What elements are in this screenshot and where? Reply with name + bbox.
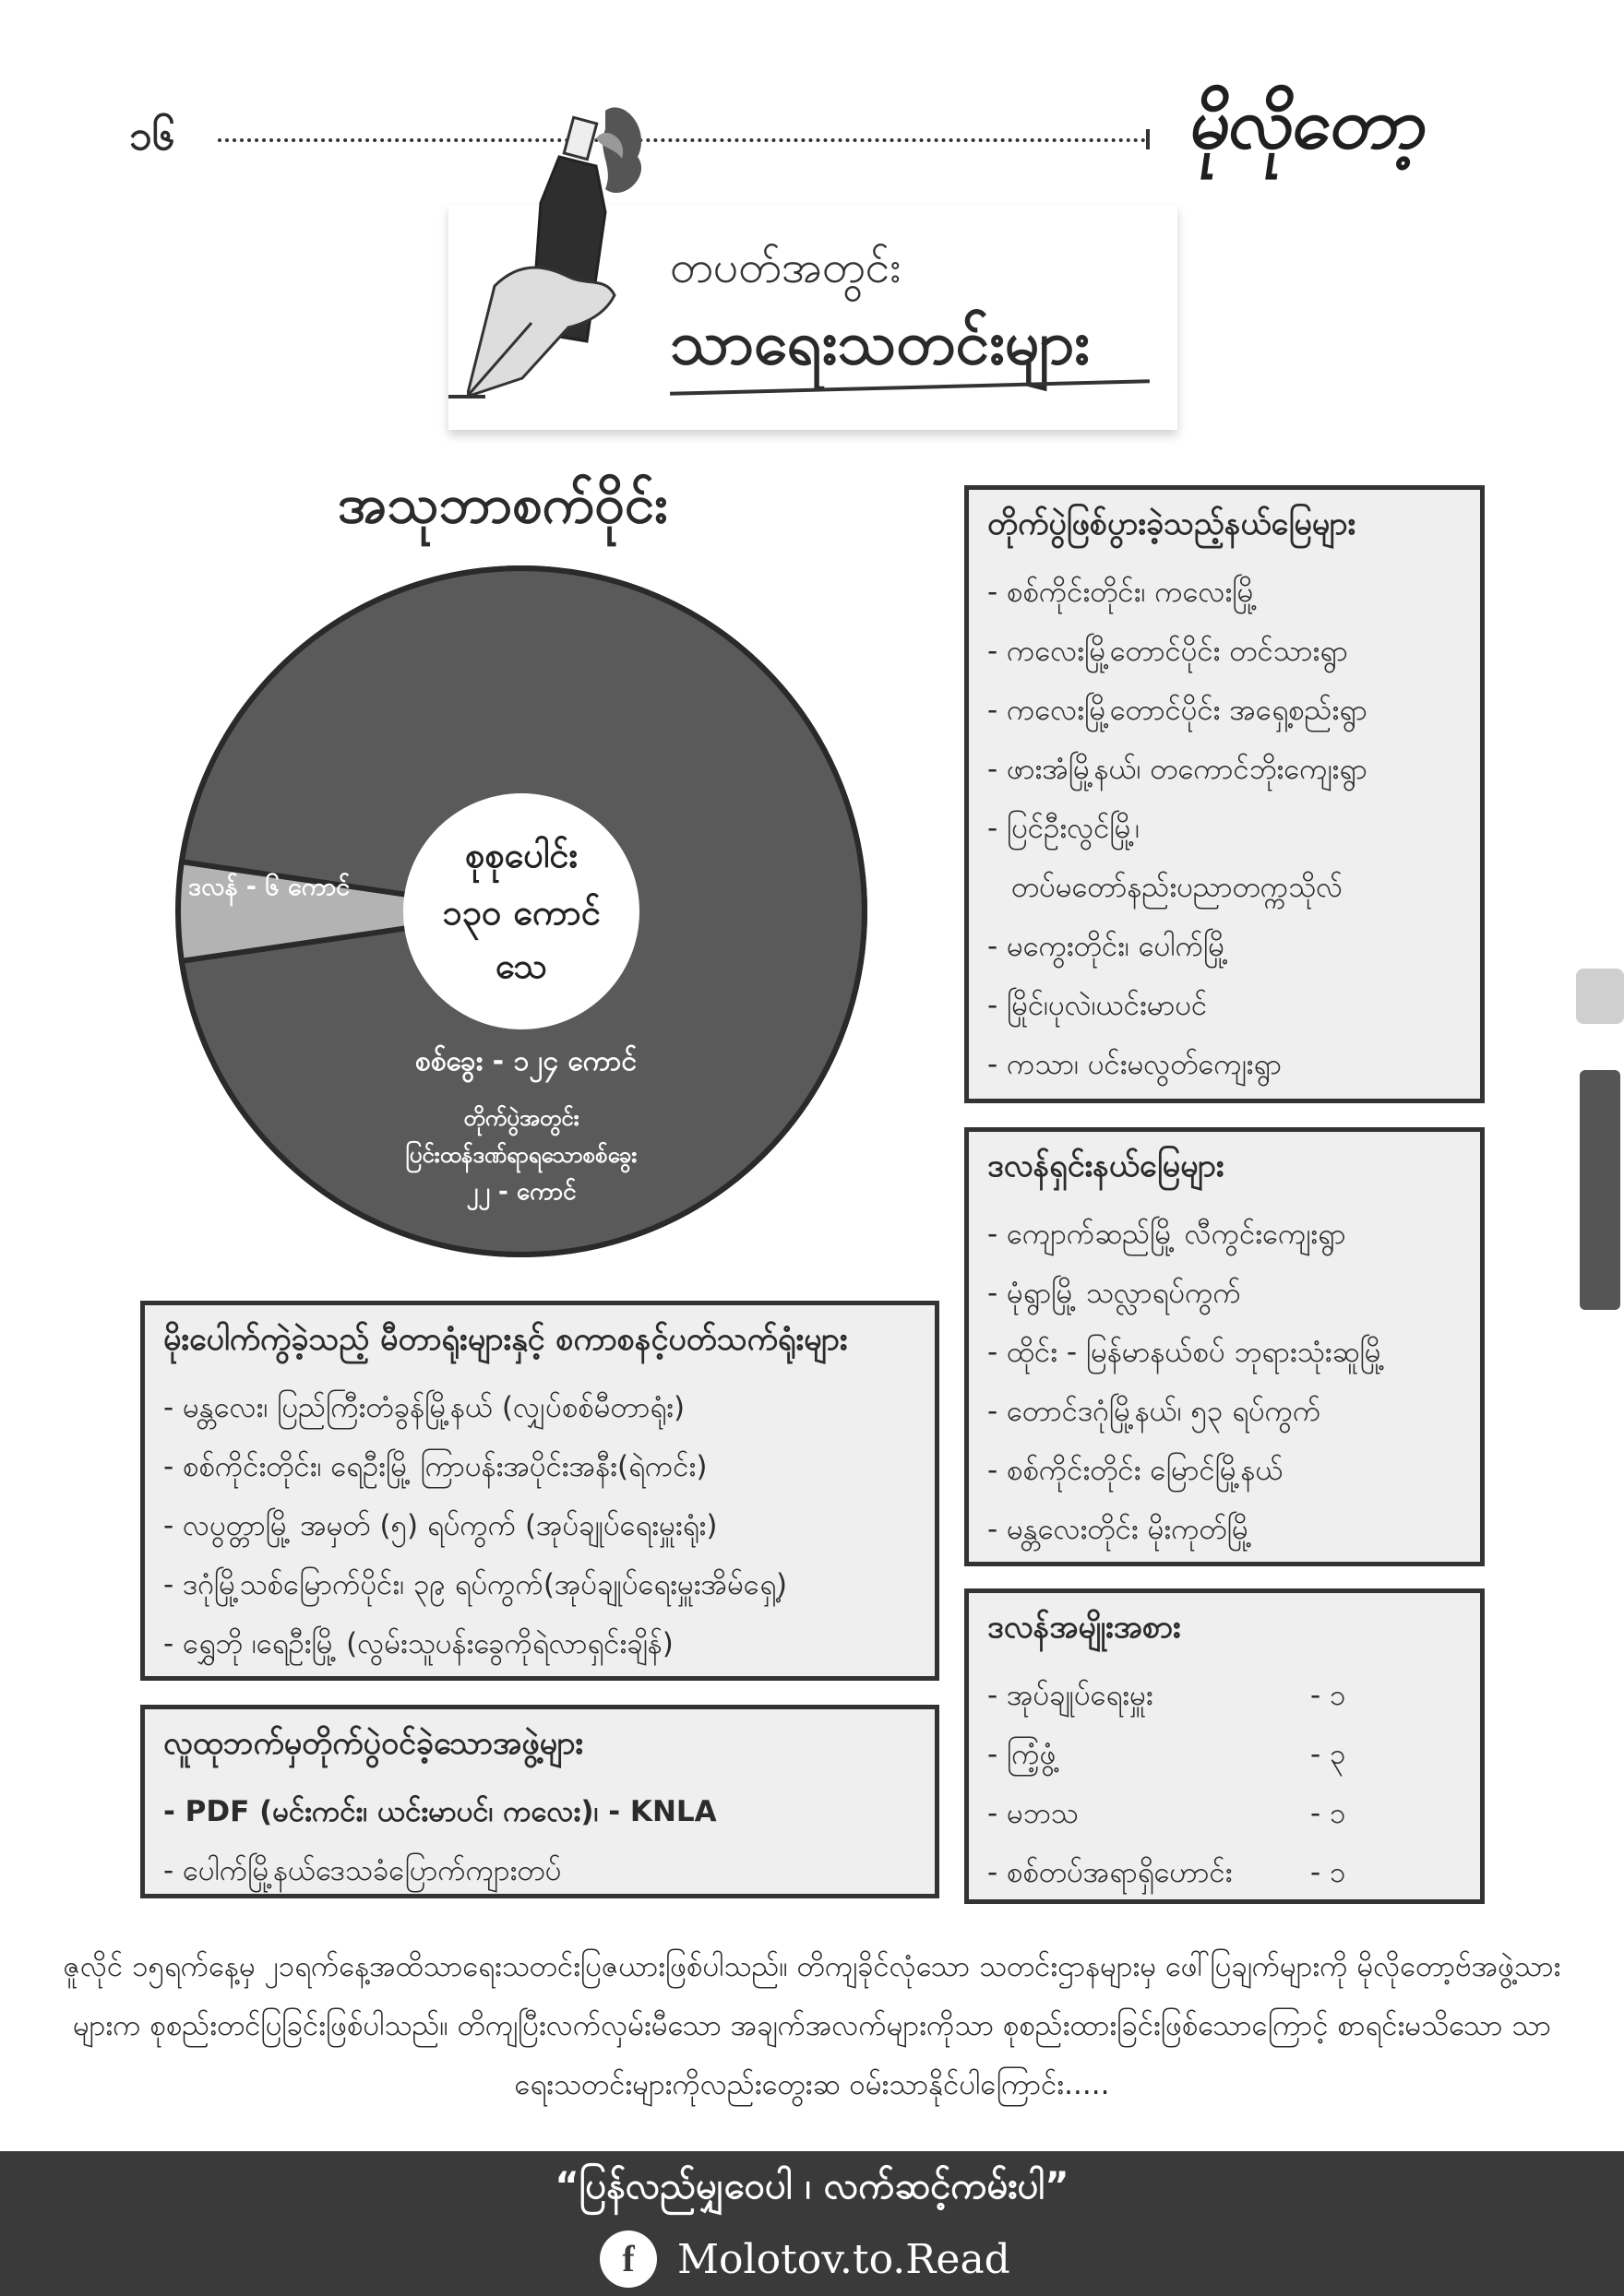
- title-underline-left: [448, 395, 485, 399]
- footer-slogan: “ပြန်လည်မျှဝေပါ ၊ လက်ဆင့်ကမ်းပါ”: [555, 2165, 1069, 2207]
- pie-center-label-total: စုစုပေါင်း: [464, 835, 579, 875]
- type-count: - ၁: [1310, 1797, 1346, 1830]
- facebook-icon: f: [600, 2231, 657, 2288]
- list-item: - လပွတ္တာမြို့ အမှတ် (၅) ရပ်ကွက် (အုပ်ချုပ်ရေးမှူးရုံး): [163, 1509, 718, 1542]
- list-item: - မုံရွာမြို့ သလ္လာရပ်ကွက်: [987, 1277, 1241, 1310]
- pie-slice-label-soldiers: စစ်ခွေး - ၁၂၄ ကောင်: [414, 1045, 638, 1077]
- title-sub: တပတ်အတွင်း: [670, 242, 902, 293]
- dalan-type-title: ဒလန်အမျိုးအစား: [987, 1609, 1181, 1646]
- list-item: - ပြင်ဦးလွင်မြို့၊: [987, 812, 1140, 845]
- list-item: - ဖားအံမြို့နယ်၊ တကောင်ဘိုးကျေးရွာ: [987, 753, 1367, 786]
- list-item: - ရွှေဘို ၊ရေဦးမြို့ (လွမ်းသူပန်းခွေကိုရဲလာရှင်းချိန်): [163, 1627, 674, 1660]
- pie-center-label-dead: သေ: [496, 946, 547, 986]
- table-row: [987, 1843, 1462, 1902]
- list-item: - ကသာ၊ ပင်းမလွတ်ကျေးရွာ: [987, 1048, 1283, 1081]
- type-count: - ၁: [1310, 1679, 1346, 1712]
- list-item: - ကျောက်ဆည်မြို့ လီကွင်းကျေးရွာ: [987, 1218, 1346, 1251]
- list-item: - စစ်ကိုင်းတိုင်း မြောင်မြို့နယ်: [987, 1454, 1284, 1487]
- list-item: - ထိုင်း - မြန်မာနယ်စပ် ဘုရားသုံးဆူမြို့: [987, 1336, 1386, 1369]
- shelled-box-title: မိုးပေါက်ကွဲခဲ့သည့် မီတာရုံးများနှင့် စကာစနင့်ပတ်သက်ရုံးများ: [163, 1321, 848, 1358]
- table-row: [987, 1666, 1462, 1725]
- shelled-offices-box: [140, 1301, 939, 1681]
- facebook-handle: Molotov.to.Read: [677, 2235, 1010, 2283]
- pie-annotation-line3: ၂၂ - ကောင်: [466, 1178, 577, 1206]
- type-label: - စစ်တပ်အရာရှိဟောင်း: [987, 1856, 1233, 1889]
- list-item: - တောင်ဒဂုံမြို့နယ်၊ ၅၃ ရပ်ကွက်: [987, 1395, 1321, 1428]
- pie-chart: [166, 553, 886, 1273]
- list-item: - ပေါက်မြို့နယ်ဒေသခံပြောက်ကျားတပ်: [163, 1854, 562, 1887]
- page-number: ၁၆: [129, 113, 175, 160]
- type-count: - ၁: [1310, 1856, 1346, 1889]
- dalan-locations-box: [964, 1127, 1485, 1566]
- list-item: - စစ်ကိုင်းတိုင်း၊ ကလေးမြို့: [987, 576, 1259, 609]
- list-item: - PDF (မင်းကင်း၊ ယင်းမာပင်၊ ကလေး)၊ - KNLA: [163, 1795, 717, 1828]
- type-label: - အုပ်ချုပ်ရေးမှူး: [987, 1679, 1153, 1712]
- list-item: - မန္တလေး၊ ပြည်ကြီးတံခွန်မြို့နယ် (လျှပ်စစ်မီတာရုံး): [163, 1391, 686, 1424]
- pie-center-label-count: ၁၃၀ ကောင်: [442, 892, 601, 933]
- dalan-box-title: ဒလန်ရှင်းနယ်မြေများ: [987, 1148, 1224, 1184]
- list-item: - မန္တလေးတိုင်း မိုးကုတ်မြို့: [987, 1513, 1253, 1546]
- pie-annotation-line2: ပြင်းထန်ဒဏ်ရာရသောစစ်ခွေး: [405, 1142, 638, 1168]
- list-item: တပ်မတော်နည်းပညာတက္ကသိုလ်: [1011, 871, 1343, 904]
- list-item: - မြိုင်၊ပုလဲ၊ယင်းမာပင်: [987, 989, 1208, 1022]
- list-item: - ဒဂုံမြို့သစ်မြောက်ပိုင်း၊ ၃၉ ရပ်ကွက်(အုပ်ချုပ်ရေးမှူးအိမ်ရှေ့): [163, 1568, 788, 1601]
- table-row: [987, 1784, 1462, 1843]
- resistance-forces-box: [140, 1705, 939, 1898]
- type-label: - မဘသ: [987, 1797, 1079, 1830]
- pie-slice-label-dalan: ဒလန် - ၆ ကောင်: [188, 873, 351, 901]
- list-item: - စစ်ကိုင်းတိုင်း၊ ရေဦးမြို့ ကြာပန်းအပိုင်းအနီး(ရဲကင်း): [163, 1450, 708, 1483]
- list-item: - ကလေးမြို့တောင်ပိုင်း အရှေ့စည်းရွာ: [987, 694, 1367, 727]
- type-label: - ကြံ့ဖွံ့: [987, 1738, 1057, 1771]
- battle-locations-box: [964, 485, 1485, 1103]
- table-row: [987, 1725, 1462, 1784]
- dalan-type-box: [964, 1588, 1485, 1904]
- brand-logo: မိုလိုတော့: [1185, 82, 1433, 164]
- dotted-rule: [218, 138, 1146, 142]
- chart-title: အသုဘာစက်ဝိုင်း: [338, 472, 668, 535]
- title-card: [448, 205, 1177, 430]
- pie-annotation-line1: တိုက်ပွဲအတွင်း: [463, 1105, 579, 1131]
- list-item: - ကလေးမြို့တောင်ပိုင်း တင်သားရွာ: [987, 635, 1348, 668]
- battle-box-title: တိုက်ပွဲဖြစ်ပွားခဲ့သည့်နယ်မြေများ: [987, 506, 1356, 542]
- title-main: သာရေးသတင်းများ: [670, 307, 1090, 378]
- facebook-link[interactable]: [600, 2231, 1010, 2288]
- forces-box-title: လူထုဘက်မှတိုက်ပွဲဝင်ခဲ့သောအဖွဲ့များ: [163, 1725, 584, 1762]
- summary-paragraph: ဇူလိုင် ၁၅ရက်နေ့မှ ၂၁ရက်နေ့အထိသာရေးသတင်းပြဇယားဖြစ်ပါသည်။ တိကျခိုင်လုံသော သတင်းဌာနများမှ ဖေါ်ပြချက်များကို မိုလိုတော့ဗ်အဖွဲ့သားများက စုစည်းတင်ပြခြင်းဖြစ်ပါသည်။ တိကျပြီးလက်လှမ်းမီသော အချက်အလက်များကိုသာ စုစည်းထားခြင်းဖြစ်သောကြောင့် စာရင်းမသိသော သာရေးသတင်းများကိုလည်းတွေးဆ ဝမ်းသာနိုင်ပါကြောင်း.....: [63, 1950, 1561, 2101]
- list-item: - မကွေးတိုင်း၊ ပေါက်မြို့: [987, 930, 1229, 963]
- molotov-bottle-icon: [467, 101, 670, 406]
- type-count: - ၃: [1310, 1738, 1346, 1771]
- side-brand-tab: [1559, 959, 1624, 1365]
- footer-bar: [0, 2151, 1624, 2296]
